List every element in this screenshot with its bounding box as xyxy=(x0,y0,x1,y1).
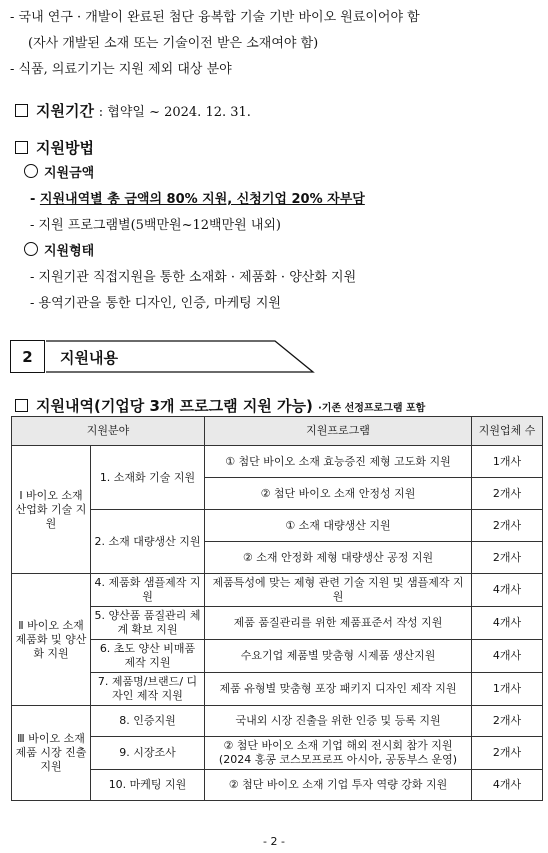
amount-line-2: - 지원 프로그램별(5백만원~12백만원 내외) xyxy=(30,218,282,233)
section-number-box xyxy=(10,340,45,373)
program-cell: ② 첨단 바이오 소재 기업 투자 역량 강화 지원 xyxy=(205,770,472,801)
method-heading xyxy=(15,137,94,158)
circle-bullet-icon xyxy=(24,242,38,256)
method-label: 지원방법 xyxy=(36,139,94,157)
section-number: 2 xyxy=(22,347,33,366)
circle-bullet-icon xyxy=(24,164,38,178)
table-row xyxy=(12,607,543,640)
amount-line-1-text: 지원내역별 총 금액의 80% 지원, 신청기업 20% 자부담 xyxy=(39,192,365,207)
count-cell: 4개사 xyxy=(472,640,543,673)
program-cell: 제품 유형별 맞춤형 포장 패키지 디자인 제작 지원 xyxy=(205,673,472,706)
count-cell: 2개사 xyxy=(472,478,543,510)
count-cell: 1개사 xyxy=(472,673,543,706)
table-row xyxy=(12,446,543,478)
intro-line-3: - 식품, 의료기기는 지원 제외 대상 분야 xyxy=(10,62,232,77)
program-cell: ② 소재 안정화 제형 대량생산 공정 지원 xyxy=(205,542,472,574)
count-cell: 1개사 xyxy=(472,446,543,478)
program-cell: 국내외 시장 진출을 위한 인증 및 등록 지원 xyxy=(205,706,472,737)
program-cell: ② 첨단 바이오 소재 기업 해외 전시회 참가 지원 (2024 홍콩 코스모프로프 아시아, 공동부스 운영) xyxy=(205,737,472,770)
form-label: 지원형태 xyxy=(44,244,95,259)
count-cell: 2개사 xyxy=(472,510,543,542)
support-table xyxy=(11,416,543,801)
amount-line-1-dash: - xyxy=(30,192,40,207)
program-cell: ② 첨단 바이오 소재 안정성 지원 xyxy=(205,478,472,510)
table-row xyxy=(12,770,543,801)
field-cell: Ⅲ 바이오 소재 제품 시장 진출 지원 xyxy=(12,706,91,801)
form-line-1: - 지원기관 직접지원을 통한 소재화 · 제품화 · 양산화 지원 xyxy=(30,270,357,285)
count-cell: 4개사 xyxy=(472,770,543,801)
sub-program-cell: 2. 소재 대량생산 지원 xyxy=(91,510,205,574)
square-bullet-icon xyxy=(15,399,28,412)
amount-line-1 xyxy=(30,188,365,207)
field-cell: Ⅰ 바이오 소재 산업화 기술 지원 xyxy=(12,446,91,574)
program-cell: ① 소재 대량생산 지원 xyxy=(205,510,472,542)
count-cell: 4개사 xyxy=(472,607,543,640)
header-program: 지원프로그램 xyxy=(205,417,472,446)
table-header-row xyxy=(12,417,543,446)
square-bullet-icon xyxy=(15,141,28,154)
table-row xyxy=(12,510,543,542)
period-label: 지원기간 xyxy=(36,102,94,120)
count-cell: 2개사 xyxy=(472,542,543,574)
count-cell: 2개사 xyxy=(472,737,543,770)
table-row xyxy=(12,706,543,737)
table-row xyxy=(12,737,543,770)
form-line-2: - 용역기관을 통한 디자인, 인증, 마케팅 지원 xyxy=(30,296,281,311)
program-cell: 수요기업 제품별 맞춤형 시제품 생산지원 xyxy=(205,640,472,673)
page-number: - 2 - xyxy=(263,835,285,848)
square-bullet-icon xyxy=(15,104,28,117)
sub-program-cell: 10. 마케팅 지원 xyxy=(91,770,205,801)
period-row xyxy=(15,100,251,121)
count-cell: 2개사 xyxy=(472,706,543,737)
period-value: : 협약일 ~ 2024. 12. 31. xyxy=(98,105,251,120)
header-count: 지원업체 수 xyxy=(472,417,543,446)
header-field: 지원분야 xyxy=(12,417,205,446)
table-row xyxy=(12,673,543,706)
sub-program-cell: 5. 양산품 품질관리 체계 확보 지원 xyxy=(91,607,205,640)
details-title: 지원내역(기업당 3개 프로그램 지원 가능) xyxy=(36,397,313,415)
intro-line-1: - 국내 연구 · 개발이 완료된 첨단 융복합 기술 기반 바이오 원료이어야 함 xyxy=(10,10,420,25)
program-cell: ① 첨단 바이오 소재 효능증진 제형 고도화 지원 xyxy=(205,446,472,478)
amount-label: 지원금액 xyxy=(44,166,95,181)
intro-line-2: (자사 개발된 소재 또는 기술이전 받은 소재여야 함) xyxy=(28,36,319,51)
field-cell: Ⅱ 바이오 소재 제품화 및 양산화 지원 xyxy=(12,574,91,706)
sub-program-cell: 4. 제품화 샘플제작 지원 xyxy=(91,574,205,607)
table-row xyxy=(12,574,543,607)
section-title: 지원내용 xyxy=(60,349,118,367)
amount-heading xyxy=(24,162,94,181)
sub-program-cell: 6. 초도 양산 비매품 제작 지원 xyxy=(91,640,205,673)
program-cell: 제품 품질관리를 위한 제품표준서 작성 지원 xyxy=(205,607,472,640)
details-heading xyxy=(15,395,425,416)
count-cell: 4개사 xyxy=(472,574,543,607)
details-note: ·기존 선정프로그램 포함 xyxy=(317,403,426,414)
sub-program-cell: 9. 시장조사 xyxy=(91,737,205,770)
sub-program-cell: 7. 제품명/브랜드/ 디자인 제작 지원 xyxy=(91,673,205,706)
form-heading xyxy=(24,240,94,259)
sub-program-cell: 1. 소재화 기술 지원 xyxy=(91,446,205,510)
sub-program-cell: 8. 인증지원 xyxy=(91,706,205,737)
program-cell: 제품특성에 맞는 제형 관련 기술 지원 및 샘플제작 지원 xyxy=(205,574,472,607)
table-row xyxy=(12,640,543,673)
